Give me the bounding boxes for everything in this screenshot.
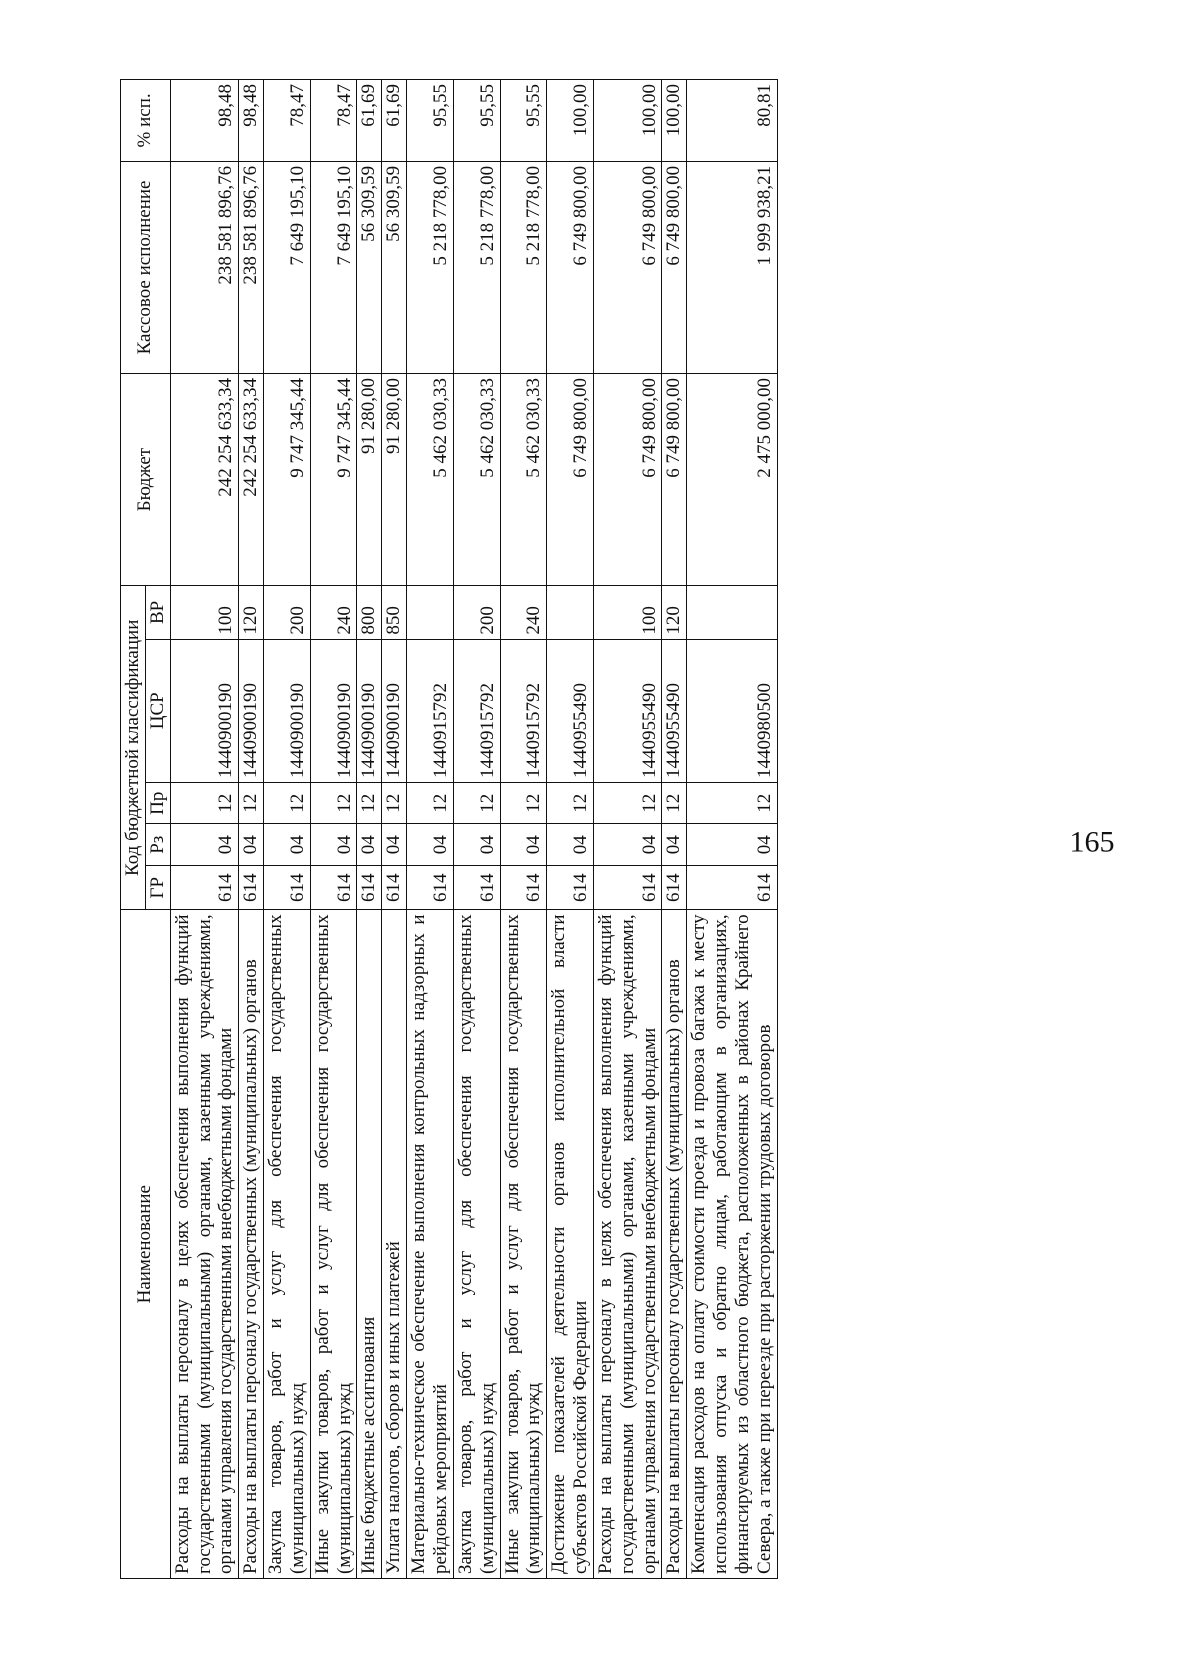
row-vr: 800: [357, 586, 382, 639]
row-pr: 12: [687, 783, 777, 824]
row-rz: 04: [547, 824, 594, 865]
header-pct: % исп.: [121, 80, 171, 162]
row-vr: 120: [239, 586, 264, 639]
header-rz: Рз: [145, 824, 170, 865]
row-csr: 1440900190: [170, 639, 239, 782]
table-row: [239, 80, 264, 1579]
row-rz: 04: [357, 824, 382, 865]
row-gr: 614: [547, 865, 594, 909]
row-rz: 04: [170, 824, 239, 865]
row-pr: 12: [453, 783, 500, 824]
row-gr: 614: [453, 865, 500, 909]
row-name: Расходы на выплаты персоналу в целях обеспечения выполнения функций государственными (муниципальными) органами, казенными учреждениями, органами управления государственными внебюджетными фондами: [593, 910, 662, 1579]
row-gr: 614: [357, 865, 382, 909]
row-pct: 78,47: [264, 80, 311, 162]
row-budget: 6 749 800,00: [662, 374, 687, 586]
row-cash: 6 749 800,00: [593, 161, 662, 373]
table-row: [593, 80, 662, 1579]
table-row: [500, 80, 547, 1579]
budget-table: [120, 79, 778, 1579]
row-pct: 95,55: [407, 80, 454, 162]
row-gr: 614: [264, 865, 311, 909]
row-cash: 238 581 896,76: [170, 161, 239, 373]
row-name: Иные бюджетные ассигнования: [357, 910, 382, 1579]
row-pct: 100,00: [593, 80, 662, 162]
row-vr: 240: [310, 586, 357, 639]
table-header: [121, 80, 171, 1579]
row-cash: 6 749 800,00: [547, 161, 594, 373]
row-csr: 1440955490: [593, 639, 662, 782]
row-name: Расходы на выплаты персоналу государственных (муниципальных) органов: [239, 910, 264, 1579]
row-budget: 5 462 030,33: [407, 374, 454, 586]
row-cash: 56 309,59: [357, 161, 382, 373]
row-cash: 7 649 195,10: [264, 161, 311, 373]
row-name: Материально-техническое обеспечение выполнения контрольных надзорных и рейдовых мероприятий: [407, 910, 454, 1579]
row-pr: 12: [662, 783, 687, 824]
row-name: Закупка товаров, работ и услуг для обеспечения государственных (муниципальных) нужд: [264, 910, 311, 1579]
row-cash: 56 309,59: [382, 161, 407, 373]
row-csr: 1440900190: [310, 639, 357, 782]
row-budget: 9 747 345,44: [310, 374, 357, 586]
row-pct: 95,55: [500, 80, 547, 162]
header-pr: Пр: [145, 783, 170, 824]
row-csr: 1440900190: [357, 639, 382, 782]
row-rz: 04: [687, 824, 777, 865]
header-code-group: Код бюджетной классификации: [121, 586, 146, 910]
row-pct: 98,48: [239, 80, 264, 162]
row-csr: 1440915792: [453, 639, 500, 782]
row-cash: 5 218 778,00: [407, 161, 454, 373]
table-row: [382, 80, 407, 1579]
row-rz: 04: [453, 824, 500, 865]
row-cash: 1 999 938,21: [687, 161, 777, 373]
table-row: [662, 80, 687, 1579]
table-row: [407, 80, 454, 1579]
row-pr: 12: [239, 783, 264, 824]
row-rz: 04: [593, 824, 662, 865]
row-vr: 850: [382, 586, 407, 639]
row-vr: 100: [593, 586, 662, 639]
row-vr: 200: [264, 586, 311, 639]
table-row: [453, 80, 500, 1579]
row-budget: 9 747 345,44: [264, 374, 311, 586]
row-csr: 1440980500: [687, 639, 777, 782]
row-gr: 614: [662, 865, 687, 909]
row-gr: 614: [170, 865, 239, 909]
row-vr: [687, 586, 777, 639]
row-vr: 120: [662, 586, 687, 639]
row-name: Расходы на выплаты персоналу государственных (муниципальных) органов: [662, 910, 687, 1579]
row-gr: 614: [407, 865, 454, 909]
row-budget: 91 280,00: [382, 374, 407, 586]
row-vr: [407, 586, 454, 639]
row-pr: 12: [407, 783, 454, 824]
row-gr: 614: [687, 865, 777, 909]
row-rz: 04: [382, 824, 407, 865]
row-gr: 614: [500, 865, 547, 909]
row-cash: 7 649 195,10: [310, 161, 357, 373]
row-pr: 12: [170, 783, 239, 824]
table-row: [264, 80, 311, 1579]
row-budget: 5 462 030,33: [453, 374, 500, 586]
row-csr: 1440955490: [662, 639, 687, 782]
row-rz: 04: [264, 824, 311, 865]
header-vr: ВР: [145, 586, 170, 639]
row-budget: 91 280,00: [357, 374, 382, 586]
row-gr: 614: [310, 865, 357, 909]
row-gr: 614: [382, 865, 407, 909]
row-cash: 5 218 778,00: [453, 161, 500, 373]
row-name: Иные закупки товаров, работ и услуг для обеспечения государственных (муниципальных) нужд: [310, 910, 357, 1579]
row-csr: 1440915792: [500, 639, 547, 782]
row-cash: 5 218 778,00: [500, 161, 547, 373]
row-rz: 04: [407, 824, 454, 865]
row-csr: 1440900190: [264, 639, 311, 782]
row-rz: 04: [662, 824, 687, 865]
table-body: [170, 80, 777, 1579]
row-csr: 1440915792: [407, 639, 454, 782]
row-budget: 6 749 800,00: [593, 374, 662, 586]
row-vr: 240: [500, 586, 547, 639]
row-name: Закупка товаров, работ и услуг для обеспечения государственных (муниципальных) нужд: [453, 910, 500, 1579]
row-rz: 04: [239, 824, 264, 865]
row-budget: 242 254 633,34: [170, 374, 239, 586]
row-vr: 200: [453, 586, 500, 639]
row-pr: 12: [382, 783, 407, 824]
header-gr: ГР: [145, 865, 170, 909]
row-name: Достижение показателей деятельности органов исполнительной власти субъектов Российской Федерации: [547, 910, 594, 1579]
row-pct: 61,69: [357, 80, 382, 162]
row-budget: 6 749 800,00: [547, 374, 594, 586]
row-pr: 12: [500, 783, 547, 824]
row-name: Иные закупки товаров, работ и услуг для обеспечения государственных (муниципальных) нужд: [500, 910, 547, 1579]
row-pct: 100,00: [662, 80, 687, 162]
row-pct: 78,47: [310, 80, 357, 162]
row-vr: 100: [170, 586, 239, 639]
row-pct: 61,69: [382, 80, 407, 162]
header-name: Наименование: [121, 910, 171, 1579]
row-name: Уплата налогов, сборов и иных платежей: [382, 910, 407, 1579]
row-budget: 5 462 030,33: [500, 374, 547, 586]
row-gr: 614: [593, 865, 662, 909]
row-rz: 04: [310, 824, 357, 865]
row-budget: 2 475 000,00: [687, 374, 777, 586]
row-rz: 04: [500, 824, 547, 865]
row-pct: 100,00: [547, 80, 594, 162]
row-pr: 12: [264, 783, 311, 824]
table-row: [687, 80, 777, 1579]
row-cash: 238 581 896,76: [239, 161, 264, 373]
page-number: 165: [1069, 825, 1115, 859]
row-pr: 12: [593, 783, 662, 824]
row-vr: [547, 586, 594, 639]
row-pct: 98,48: [170, 80, 239, 162]
row-pct: 95,55: [453, 80, 500, 162]
row-name: Компенсация расходов на оплату стоимости проезда и провоза багажа к месту использования отпуска и обратно лицам, работающим в организациях, финансируемых из областного бюджета, расположенных в районах Крайнего Севера, а также при переезде при расторжении трудовых договоров: [687, 910, 777, 1579]
row-csr: 1440900190: [239, 639, 264, 782]
table-row: [357, 80, 382, 1579]
row-pr: 12: [357, 783, 382, 824]
header-csr: ЦСР: [145, 639, 170, 782]
row-csr: 1440955490: [547, 639, 594, 782]
row-name: Расходы на выплаты персоналу в целях обеспечения выполнения функций государственными (муниципальными) органами, казенными учреждениями, органами управления государственными внебюджетными фондами: [170, 910, 239, 1579]
table-row: [547, 80, 594, 1579]
header-cash: Кассовое исполнение: [121, 161, 171, 373]
table-row: [170, 80, 239, 1579]
row-gr: 614: [239, 865, 264, 909]
header-budget: Бюджет: [121, 374, 171, 586]
row-budget: 242 254 633,34: [239, 374, 264, 586]
row-cash: 6 749 800,00: [662, 161, 687, 373]
row-pr: 12: [310, 783, 357, 824]
table-row: [310, 80, 357, 1579]
row-pct: 80,81: [687, 80, 777, 162]
row-csr: 1440900190: [382, 639, 407, 782]
row-pr: 12: [547, 783, 594, 824]
